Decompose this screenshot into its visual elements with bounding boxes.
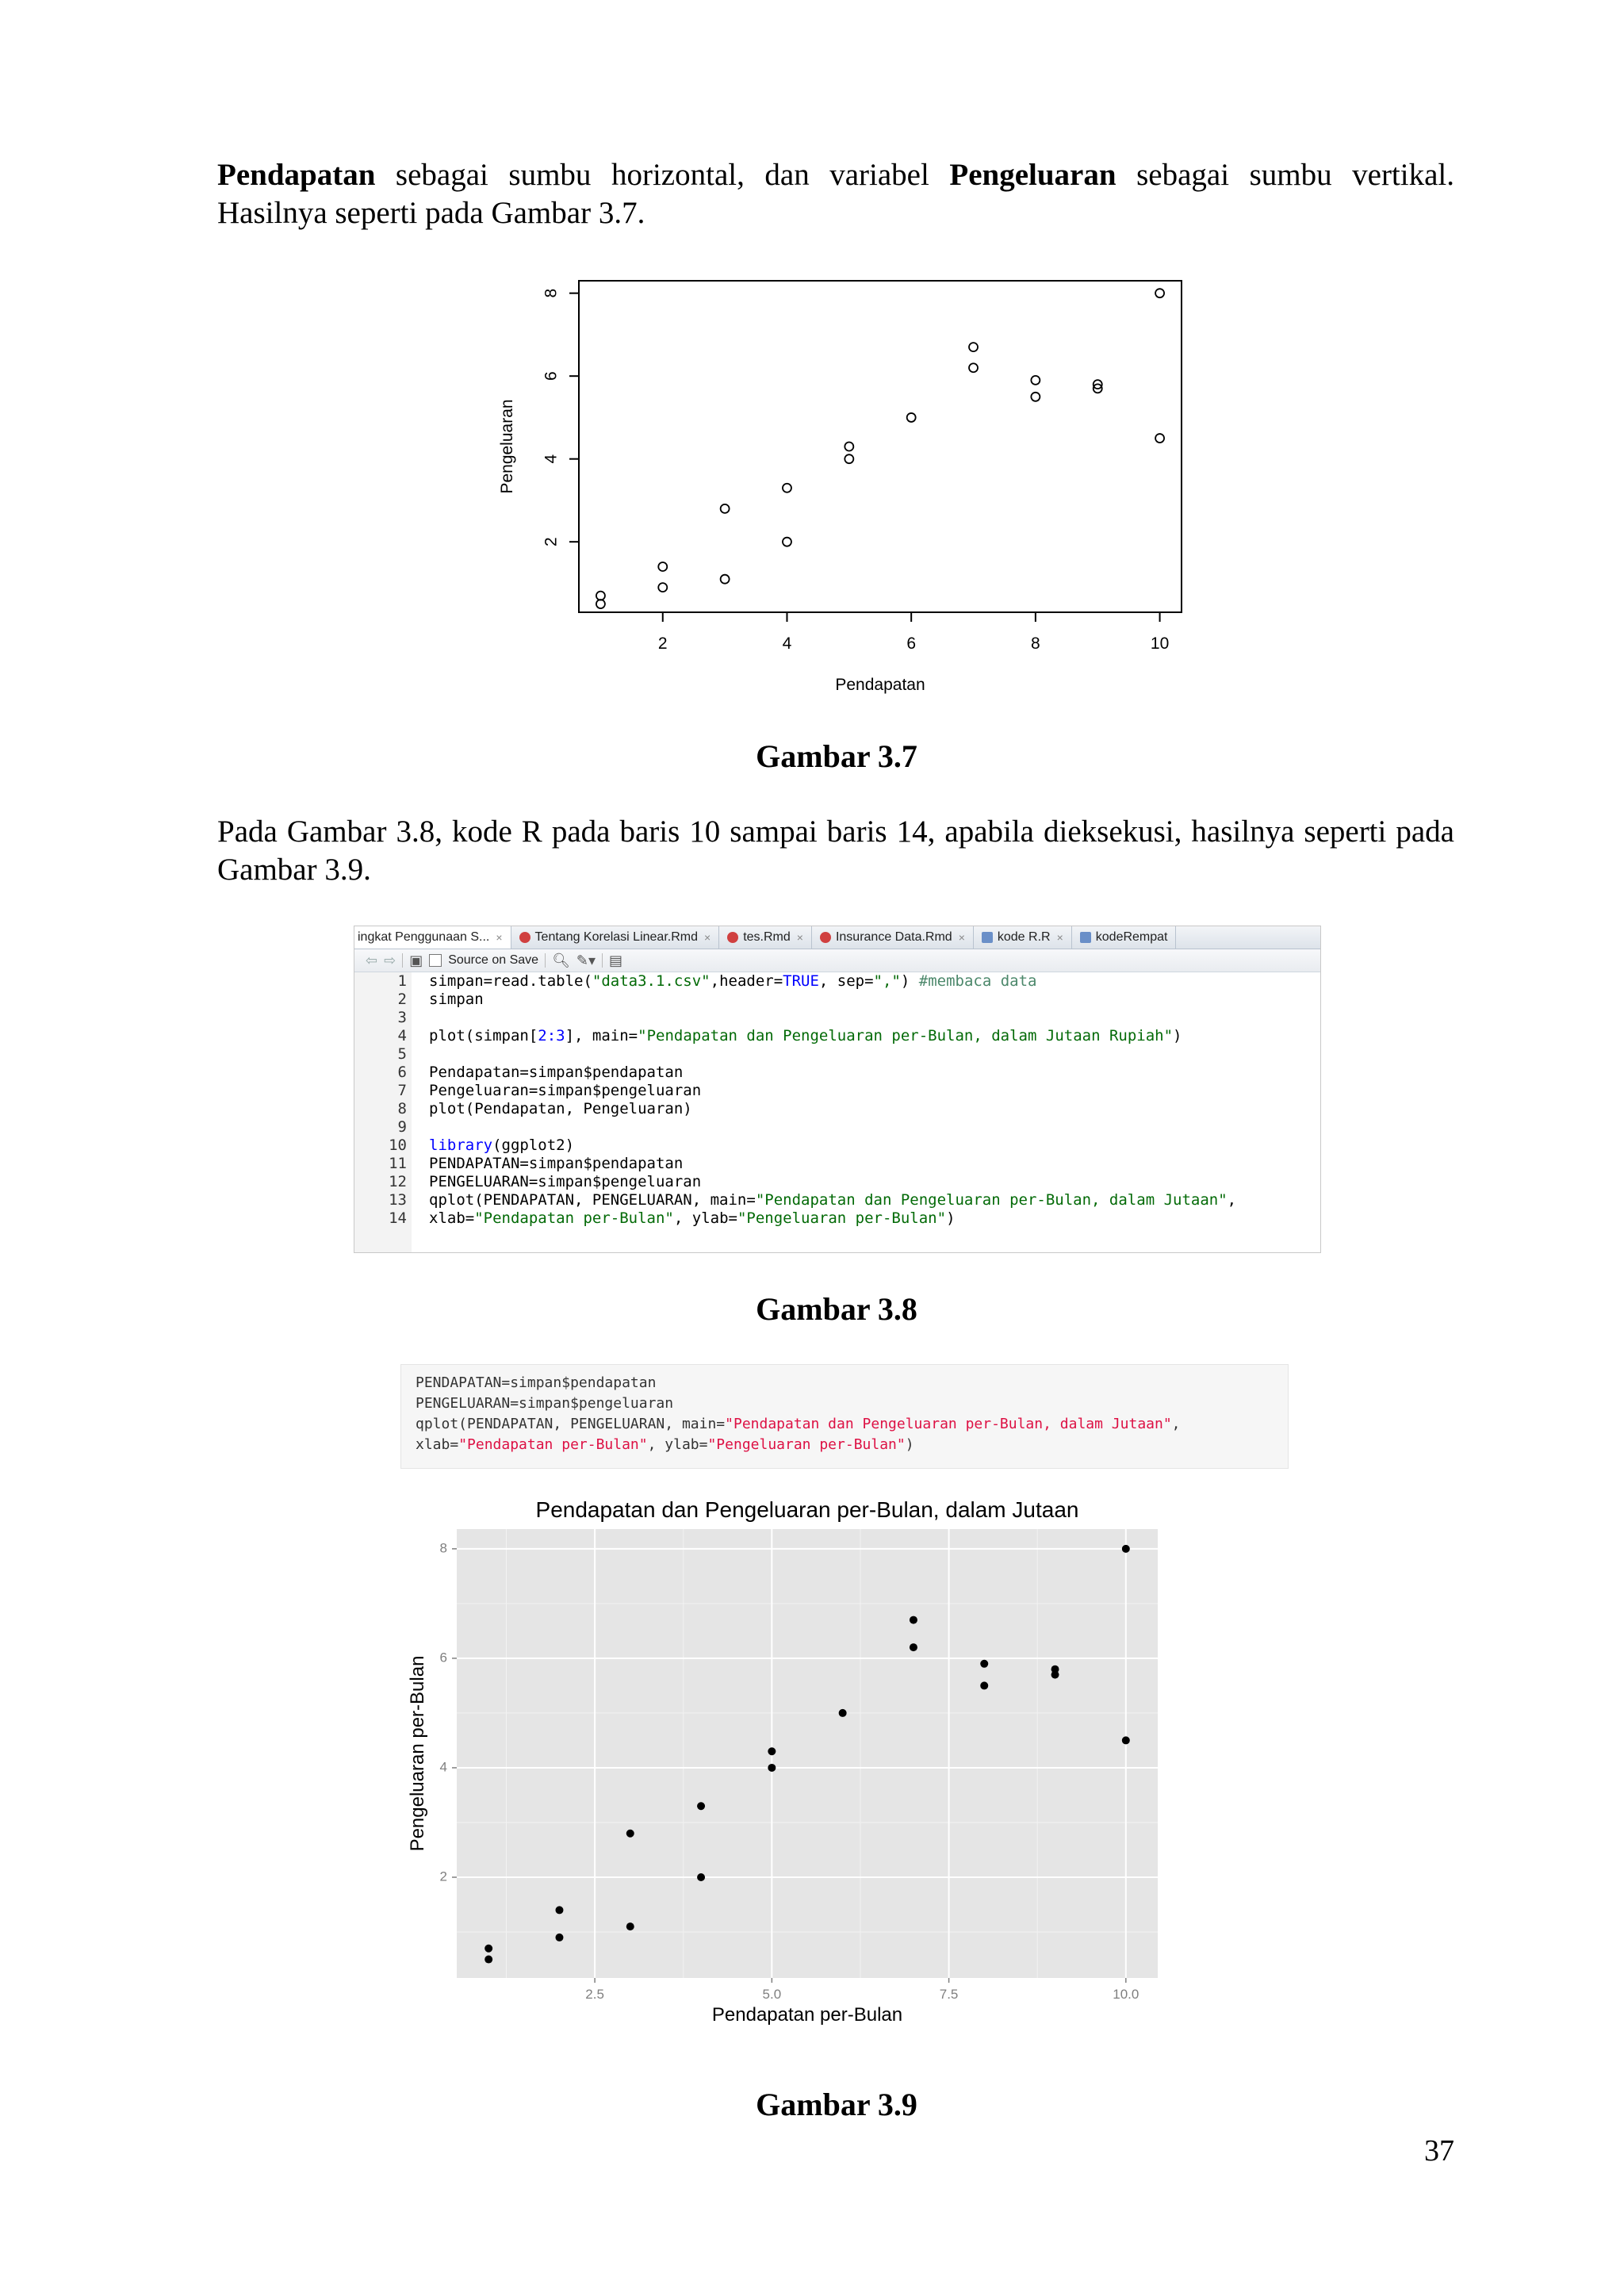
y-tick-label: 2 — [439, 1869, 447, 1884]
tab-insurance-data[interactable] — [812, 926, 974, 949]
data-point — [845, 454, 853, 463]
r-file-icon — [982, 932, 993, 943]
y-axis-label: Pengeluaran per-Bulan — [407, 1655, 428, 1852]
code-string: "Pendapatan dan Pengeluaran per-Bulan, dalam Jutaan" — [755, 1191, 1228, 1209]
code-string: "Pengeluaran per-Bulan" — [707, 1436, 906, 1453]
data-point — [697, 1873, 705, 1881]
chunk-line: PENGELUARAN=simpan$pengeluaran — [416, 1395, 674, 1412]
forward-arrow-icon[interactable]: ⇨ — [384, 952, 396, 968]
data-point — [485, 1956, 492, 1964]
data-point — [845, 443, 853, 451]
x-tick-label: 5.0 — [762, 1987, 782, 2002]
code-editor[interactable] — [354, 972, 1320, 1252]
data-point — [1122, 1736, 1130, 1744]
line-number: 3 — [397, 1009, 407, 1026]
data-point — [1051, 1665, 1059, 1673]
code-line — [354, 1009, 407, 1027]
code-text: ], main= — [565, 1027, 638, 1045]
save-icon[interactable]: ▣ — [409, 952, 423, 968]
data-point — [555, 1934, 563, 1941]
caption-gambar-3-7: Gambar 3.7 — [756, 738, 917, 774]
editor-tab-bar — [354, 926, 1320, 949]
data-point — [1122, 1545, 1130, 1553]
code-line — [354, 1209, 956, 1228]
tab-label: ingkat Penggunaan S... — [358, 930, 490, 944]
code-chunk — [400, 1364, 1289, 1469]
data-point — [768, 1764, 776, 1772]
data-point — [485, 1945, 492, 1953]
intro-paragraph — [217, 156, 1454, 232]
rstudio-editor-screenshot — [354, 926, 1321, 1253]
x-tick-label: 8 — [1031, 634, 1040, 653]
line-number: 6 — [397, 1064, 407, 1081]
r-file-icon — [1080, 932, 1091, 943]
y-axis — [542, 289, 579, 546]
code-line — [354, 1100, 692, 1118]
x-tick-label: 4 — [782, 634, 792, 653]
chunk-line — [416, 1435, 914, 1455]
toolbar-divider — [545, 953, 546, 968]
code-comment: #membaca data — [918, 972, 1037, 990]
code-string: "," — [873, 972, 901, 990]
close-icon[interactable]: × — [1056, 931, 1063, 944]
data-point — [910, 1643, 917, 1651]
rmd-file-icon — [519, 932, 530, 943]
chunk-line — [416, 1414, 1181, 1435]
editor-toolbar — [354, 949, 1320, 972]
line-number: 10 — [389, 1137, 407, 1154]
y-tick-label: 8 — [542, 288, 561, 298]
x-tick-label: 10 — [1150, 634, 1170, 653]
data-point — [1155, 289, 1164, 297]
tab-tes-rmd[interactable] — [719, 926, 812, 949]
data-point — [697, 1802, 705, 1810]
tab-label: kode R.R — [997, 930, 1051, 944]
x-tick-label: 10.0 — [1113, 1987, 1139, 2002]
code-text: Pengeluaran=simpan$pengeluaran — [429, 1082, 702, 1099]
line-number: 4 — [397, 1027, 407, 1045]
tab-kode-r[interactable] — [974, 926, 1072, 949]
data-point — [969, 343, 978, 351]
chart-title: Pendapatan dan Pengeluaran per-Bulan, dalam Jutaan — [535, 1497, 1079, 1522]
y-axis-label: Pengeluaran — [498, 399, 516, 494]
data-point — [658, 562, 667, 571]
code-text: (ggplot2) — [492, 1137, 575, 1154]
line-number: 5 — [397, 1045, 407, 1063]
compile-report-icon[interactable]: ▤ — [609, 952, 623, 968]
code-text: , ylab= — [673, 1209, 737, 1227]
x-tick-label: 2 — [657, 634, 668, 653]
data-point — [1155, 434, 1164, 443]
code-text: xlab= — [429, 1209, 475, 1227]
y-tick-label: 2 — [542, 537, 561, 547]
code-line — [354, 1137, 575, 1155]
data-point — [768, 1747, 776, 1755]
figure-3-7-base-scatter — [476, 270, 1205, 714]
code-line — [354, 1064, 684, 1082]
data-point — [596, 592, 605, 600]
line-number: 2 — [397, 991, 407, 1008]
close-icon[interactable]: × — [796, 931, 803, 944]
code-string: "Pendapatan dan Pengeluaran per-Bulan, dalam Jutaan" — [725, 1416, 1172, 1432]
code-text: Pendapatan=simpan$pendapatan — [429, 1064, 684, 1081]
caption-gambar-3-9: Gambar 3.9 — [756, 2087, 917, 2122]
code-line — [354, 1155, 684, 1173]
close-icon[interactable]: × — [704, 931, 711, 944]
code-text: , sep= — [818, 972, 874, 990]
source-on-save-checkbox[interactable] — [429, 954, 442, 967]
code-text: ) — [900, 972, 919, 990]
code-line — [354, 1118, 407, 1137]
data-point — [626, 1922, 634, 1930]
y-tick-label: 4 — [542, 454, 561, 464]
bold-term-pendapatan: Pendapatan — [217, 158, 376, 192]
rmd-file-icon — [727, 932, 738, 943]
y-tick-label: 8 — [439, 1540, 447, 1556]
data-point — [839, 1709, 847, 1717]
x-tick-label: 2.5 — [585, 1987, 604, 2002]
toolbar-divider — [602, 953, 603, 968]
code-text: qplot(PENDAPATAN, PENGELUARAN, main= — [416, 1416, 726, 1432]
wand-icon[interactable]: ✎▾ — [576, 952, 596, 968]
plot-box — [579, 281, 1182, 612]
data-point — [626, 1830, 634, 1838]
y-axis — [440, 1540, 457, 1884]
toolbar-divider — [402, 953, 403, 968]
intro-text-2: sebagai sumbu vertikal. Hasilnya seperti pada Gambar 3.7. — [217, 158, 1454, 230]
line-number: 7 — [397, 1082, 407, 1099]
data-point — [910, 1616, 917, 1624]
close-icon[interactable]: × — [496, 931, 503, 944]
rmd-file-icon — [820, 932, 831, 943]
code-string: "Pengeluaran per-Bulan" — [737, 1209, 947, 1227]
code-line — [354, 1191, 1237, 1209]
line-number: 11 — [389, 1155, 407, 1172]
x-tick-label: 6 — [906, 634, 917, 653]
line-number: 8 — [397, 1100, 407, 1117]
tab-label: kodeRempat — [1095, 930, 1168, 944]
intro-text-1: sebagai sumbu horizontal, dan variabel — [375, 158, 950, 192]
code-text: , ylab= — [647, 1436, 708, 1453]
source-on-save-label: Source on Save — [448, 953, 539, 967]
points-layer — [596, 289, 1164, 608]
tab-label: Tentang Korelasi Linear.Rmd — [534, 930, 698, 944]
page-number: 37 — [1424, 2134, 1454, 2168]
data-point — [783, 484, 791, 493]
line-number: 1 — [397, 972, 407, 990]
tab-label: tes.Rmd — [743, 930, 791, 944]
code-text: qplot(PENDAPATAN, PENGELUARAN, main= — [429, 1191, 756, 1209]
code-line — [354, 991, 484, 1009]
tab-penggunaan[interactable] — [354, 926, 511, 949]
chunk-line: PENDAPATAN=simpan$pendapatan — [416, 1374, 657, 1391]
caption-gambar-3-8: Gambar 3.8 — [756, 1291, 917, 1327]
data-point — [555, 1906, 563, 1914]
data-point — [783, 538, 791, 546]
figure-3-9-ggplot-scatter — [404, 1491, 1197, 2030]
line-number: 14 — [389, 1209, 407, 1227]
code-text: simpan=read.table( — [429, 972, 592, 990]
tab-kode-rempat[interactable] — [1072, 926, 1177, 949]
x-axis-label: Pendapatan — [835, 676, 925, 694]
code-text: ) — [1173, 1027, 1182, 1045]
x-tick-label: 7.5 — [939, 1987, 959, 2002]
code-text: ) — [946, 1209, 956, 1227]
back-arrow-icon[interactable]: ⇦ — [366, 952, 378, 968]
data-point — [1031, 393, 1040, 401]
data-point — [1031, 376, 1040, 385]
data-point — [721, 575, 730, 584]
code-text: , — [1227, 1191, 1237, 1209]
data-point — [721, 504, 730, 513]
code-string: "Pendapatan dan Pengeluaran per-Bulan, dalam Jutaan Rupiah" — [638, 1027, 1174, 1045]
code-text: , — [1171, 1416, 1181, 1432]
code-line — [354, 1173, 702, 1191]
code-text: PENDAPATAN=simpan$pendapatan — [429, 1155, 684, 1172]
code-line — [354, 1082, 702, 1100]
code-text: xlab= — [416, 1436, 459, 1453]
code-number: 2:3 — [538, 1027, 565, 1045]
code-line — [354, 972, 1037, 991]
code-string: "data3.1.csv" — [592, 972, 710, 990]
data-point — [907, 413, 916, 422]
data-point — [596, 600, 605, 608]
data-point — [980, 1681, 988, 1689]
code-text: ) — [905, 1436, 914, 1453]
data-point — [980, 1660, 988, 1668]
y-tick-label: 6 — [439, 1650, 447, 1665]
data-point — [969, 363, 978, 372]
close-icon[interactable]: × — [958, 931, 965, 944]
tab-label: Insurance Data.Rmd — [835, 930, 952, 944]
search-icon[interactable]: 🔍︎ — [552, 952, 570, 968]
tab-korelasi-linear[interactable] — [511, 926, 720, 949]
code-string: "Pendapatan per-Bulan" — [458, 1436, 648, 1453]
code-line — [354, 1027, 1182, 1045]
code-keyword: TRUE — [783, 972, 819, 990]
code-text: simpan — [429, 991, 484, 1008]
line-number: 12 — [389, 1173, 407, 1190]
data-point — [658, 583, 667, 592]
bold-term-pengeluaran: Pengeluaran — [949, 158, 1116, 192]
code-line — [354, 1045, 407, 1064]
line-number: 9 — [397, 1118, 407, 1136]
code-text: PENGELUARAN=simpan$pengeluaran — [429, 1173, 702, 1190]
middle-paragraph: Pada Gambar 3.8, kode R pada baris 10 sampai baris 14, apabila dieksekusi, hasilnya seperti pada Gambar 3.9. — [217, 815, 1454, 887]
code-string: "Pendapatan per-Bulan" — [474, 1209, 674, 1227]
x-axis — [585, 1978, 1139, 2002]
y-tick-label: 6 — [542, 371, 561, 381]
line-number: 13 — [389, 1191, 407, 1209]
y-tick-label: 4 — [439, 1759, 447, 1775]
x-axis — [658, 612, 1169, 653]
code-keyword: library — [429, 1137, 493, 1154]
code-text: plot(Pendapatan, Pengeluaran) — [429, 1100, 692, 1117]
code-text: plot(simpan[ — [429, 1027, 538, 1045]
code-text: ,header= — [710, 972, 783, 990]
x-axis-label: Pendapatan per-Bulan — [711, 2004, 903, 2026]
